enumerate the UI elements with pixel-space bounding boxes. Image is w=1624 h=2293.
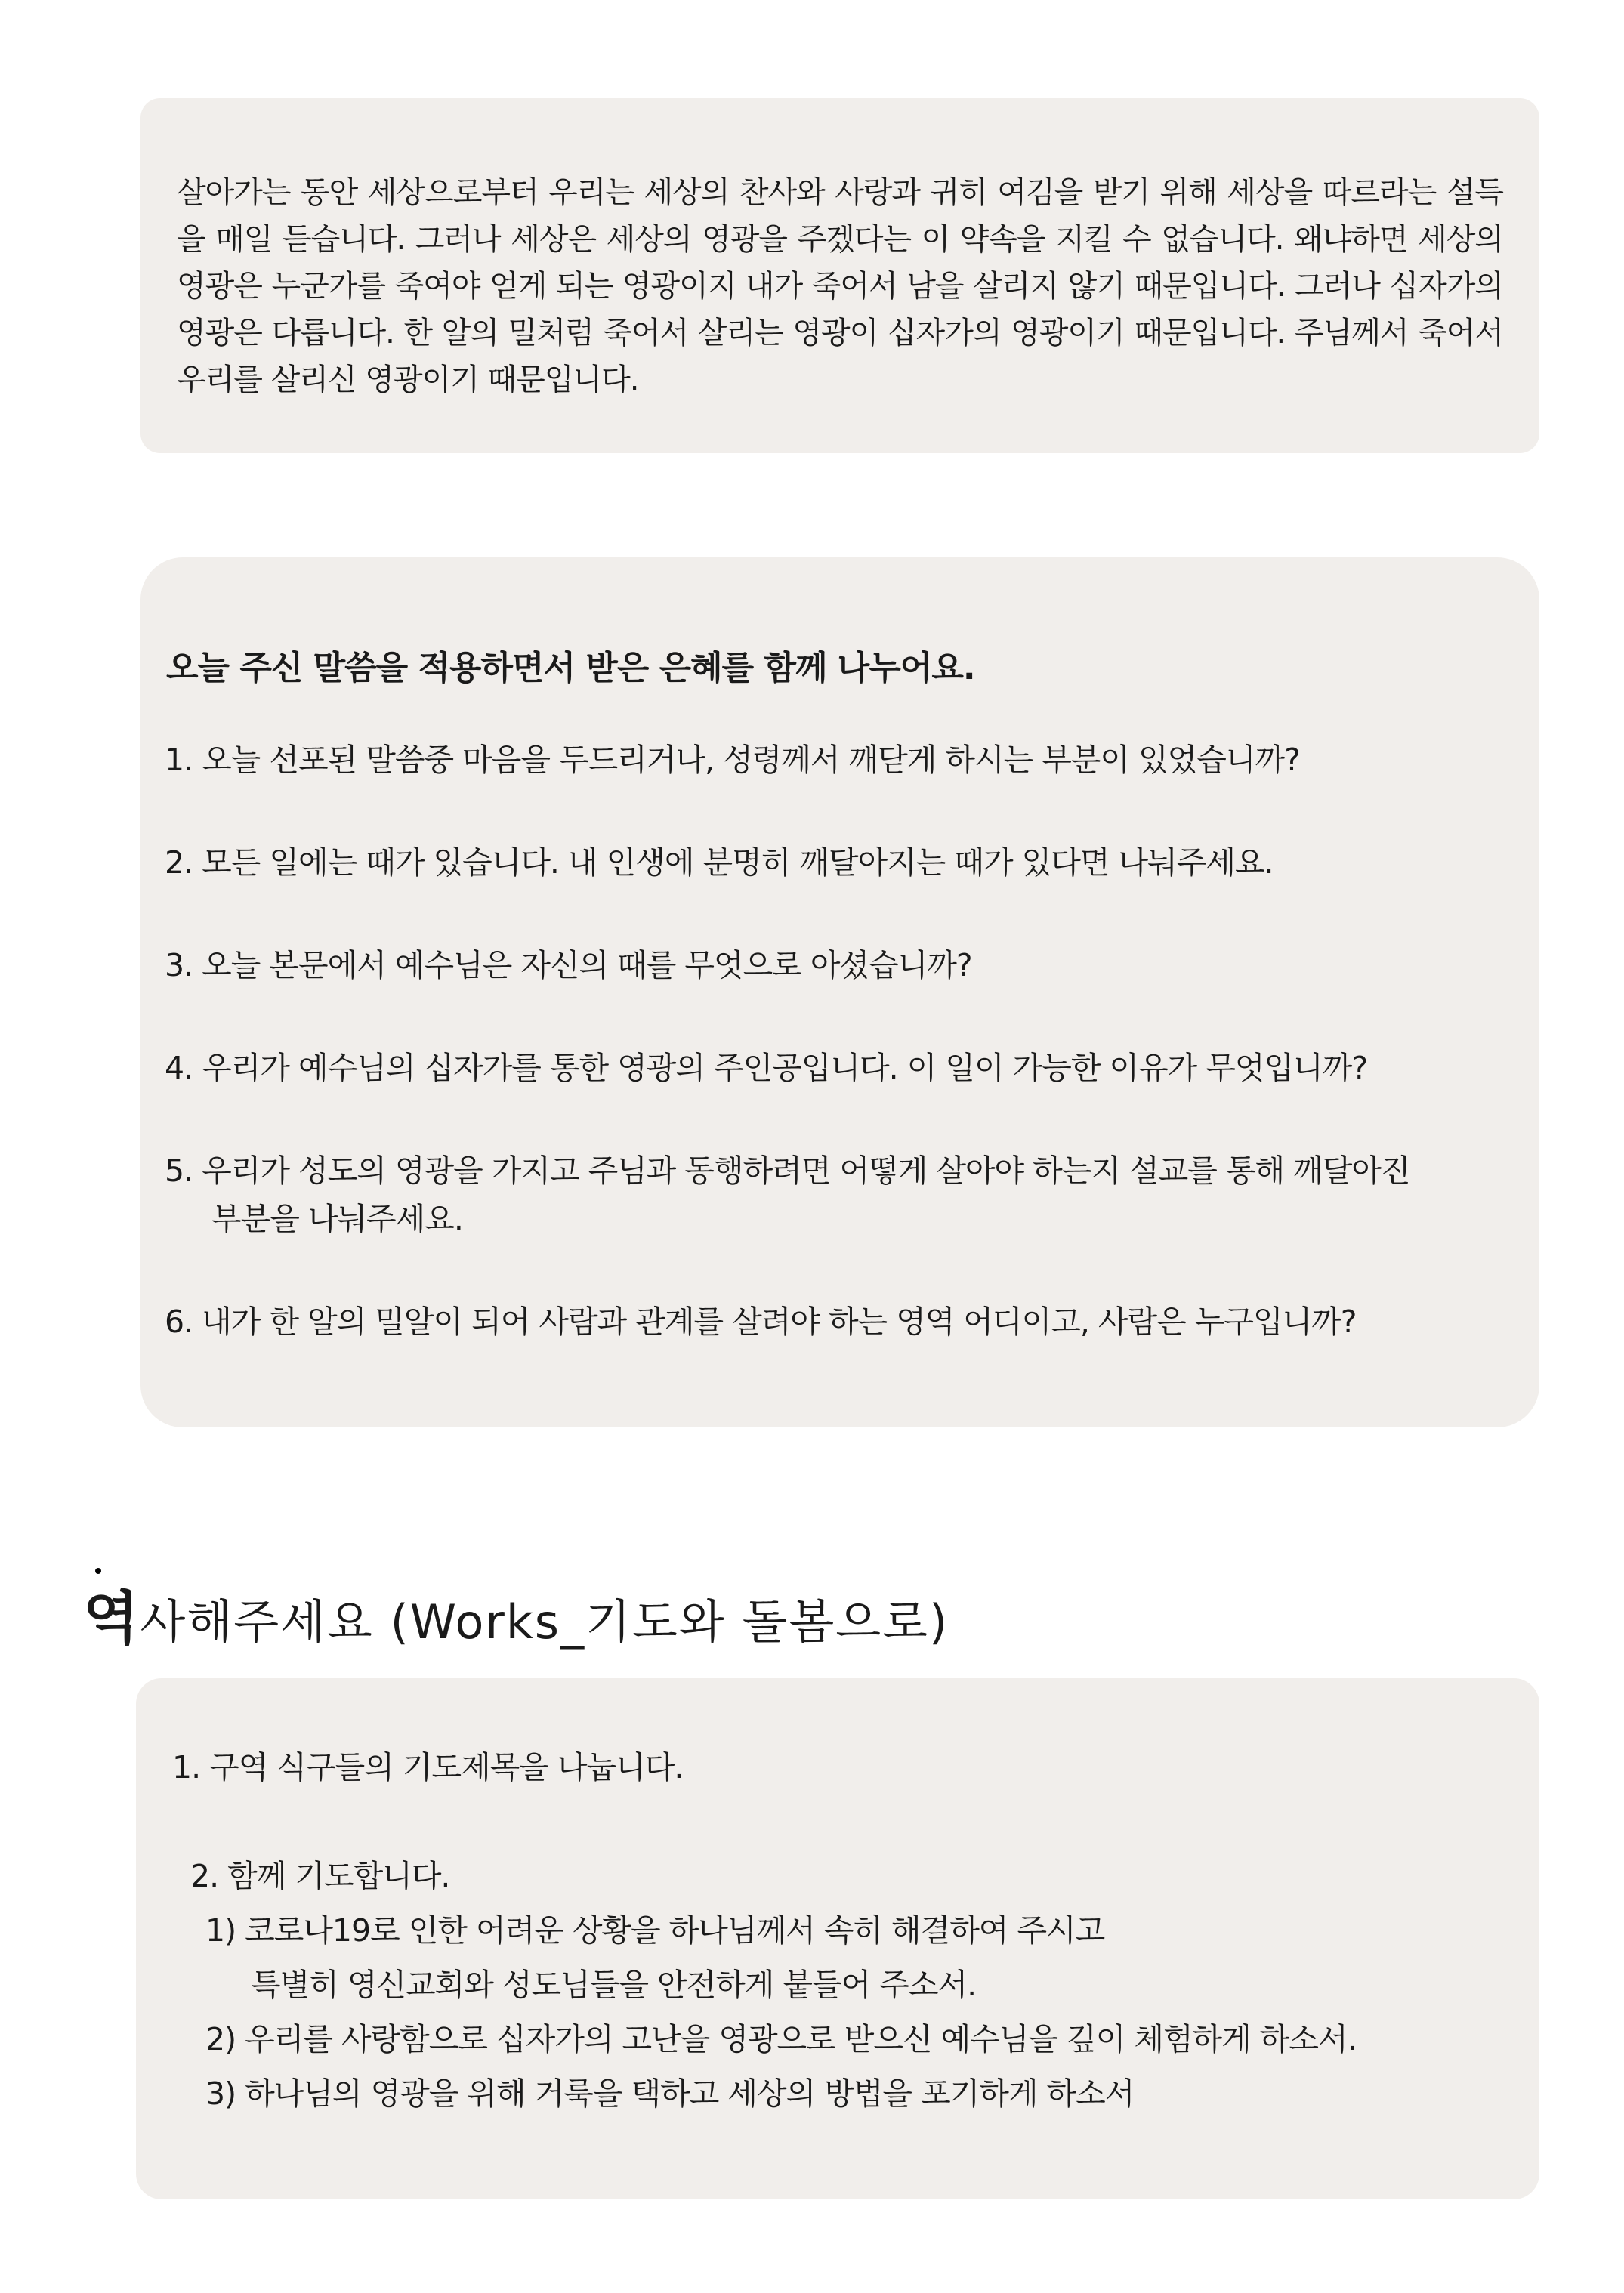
intro-box (140, 98, 1539, 453)
prayer-sub-2: 2) 우리를 사랑함으로 십자가의 고난을 영광으로 받으신 예수님을 깊이 체험하게 하소서. (205, 2021, 1357, 2057)
question-number: 1. (165, 742, 193, 778)
prayer-item-2: 2. 함께 기도합니다. (190, 1858, 450, 1894)
prayer-box (136, 1678, 1539, 2199)
question-text: 오늘 선포된 말씀중 마음을 두드리거나, 성령께서 깨닫게 하시는 부분이 있었습니까? (202, 742, 1300, 778)
question-text: 우리가 성도의 영광을 가지고 주님과 동행하려면 어떻게 살아야 하는지 설교를 통해 깨달아진 (202, 1153, 1410, 1189)
intro-paragraph: 살아가는 동안 세상으로부터 우리는 세상의 찬사와 사랑과 귀히 여김을 받기 위해 세상을 따르라는 설득을 매일 듣습니다. 그러나 세상은 세상의 영광을 주겠다는 이 약속을 지킬 수 없습니다. 왜냐하면 세상의 영광은 누군가를 죽여야 얻게 되는 영광이지 내가 죽어서 남을 살리지 않기 때문입니다. 그러나 십자가의 영광은 다릅니다. 한 알의 밀처럼 죽어서 살리는 영광이 십자가의 영광이기 때문입니다. 주님께서 죽어서 우리를 살리신 영광이기 때문입니다. (177, 175, 1503, 397)
section-title (83, 1572, 949, 1655)
question-5 (165, 1146, 1509, 1243)
prayer-sub-1: 1) 코로나19로 인한 어려운 상황을 하나님께서 속히 해결하여 주시고 (205, 1912, 1105, 1949)
question-number: 2. (165, 844, 193, 881)
question-2 (165, 838, 1509, 887)
section-title-initial-char: 역 (83, 1585, 140, 1652)
prayer-sub-3: 3) 하나님의 영광을 위해 거룩을 택하고 세상의 방법을 포기하게 하소서 (205, 2075, 1135, 2112)
question-text: 내가 한 알의 밀알이 되어 사람과 관계를 살려야 하는 영역 어디이고, 사람은 누구입니까? (202, 1304, 1357, 1340)
question-number: 6. (165, 1304, 193, 1340)
question-4 (165, 1044, 1509, 1092)
sharing-heading: 오늘 주신 말씀을 적용하면서 받은 은혜를 함께 나누어요. (166, 649, 975, 687)
section-title-rest: 사해주세요 (Works_기도와 돌봄으로) (140, 1594, 949, 1650)
prayer-sub-1-continued: 특별히 영신교회와 성도님들을 안전하게 붙들어 주소서. (251, 1967, 977, 2003)
question-text: 오늘 본문에서 예수님은 자신의 때를 무엇으로 아셨습니까? (202, 947, 972, 983)
title-dot-decoration (95, 1568, 101, 1574)
question-text: 우리가 예수님의 십자가를 통한 영광의 주인공입니다. 이 일이 가능한 이유가 무엇입니까? (202, 1050, 1368, 1086)
question-number: 3. (165, 947, 193, 983)
sharing-box (140, 557, 1539, 1427)
prayer-item-1: 1. 구역 식구들의 기도제목을 나눕니다. (172, 1749, 684, 1785)
question-3 (165, 941, 1509, 989)
question-text: 모든 일에는 때가 있습니다. 내 인생에 분명히 깨달아지는 때가 있다면 나눠주세요. (202, 844, 1274, 881)
section-title-initial (83, 1585, 140, 1652)
question-text-continued: 부분을 나눠주세요. (211, 1201, 463, 1237)
question-number: 5. (165, 1153, 193, 1189)
question-number: 4. (165, 1050, 193, 1086)
question-1 (165, 736, 1509, 784)
question-6 (165, 1298, 1509, 1346)
